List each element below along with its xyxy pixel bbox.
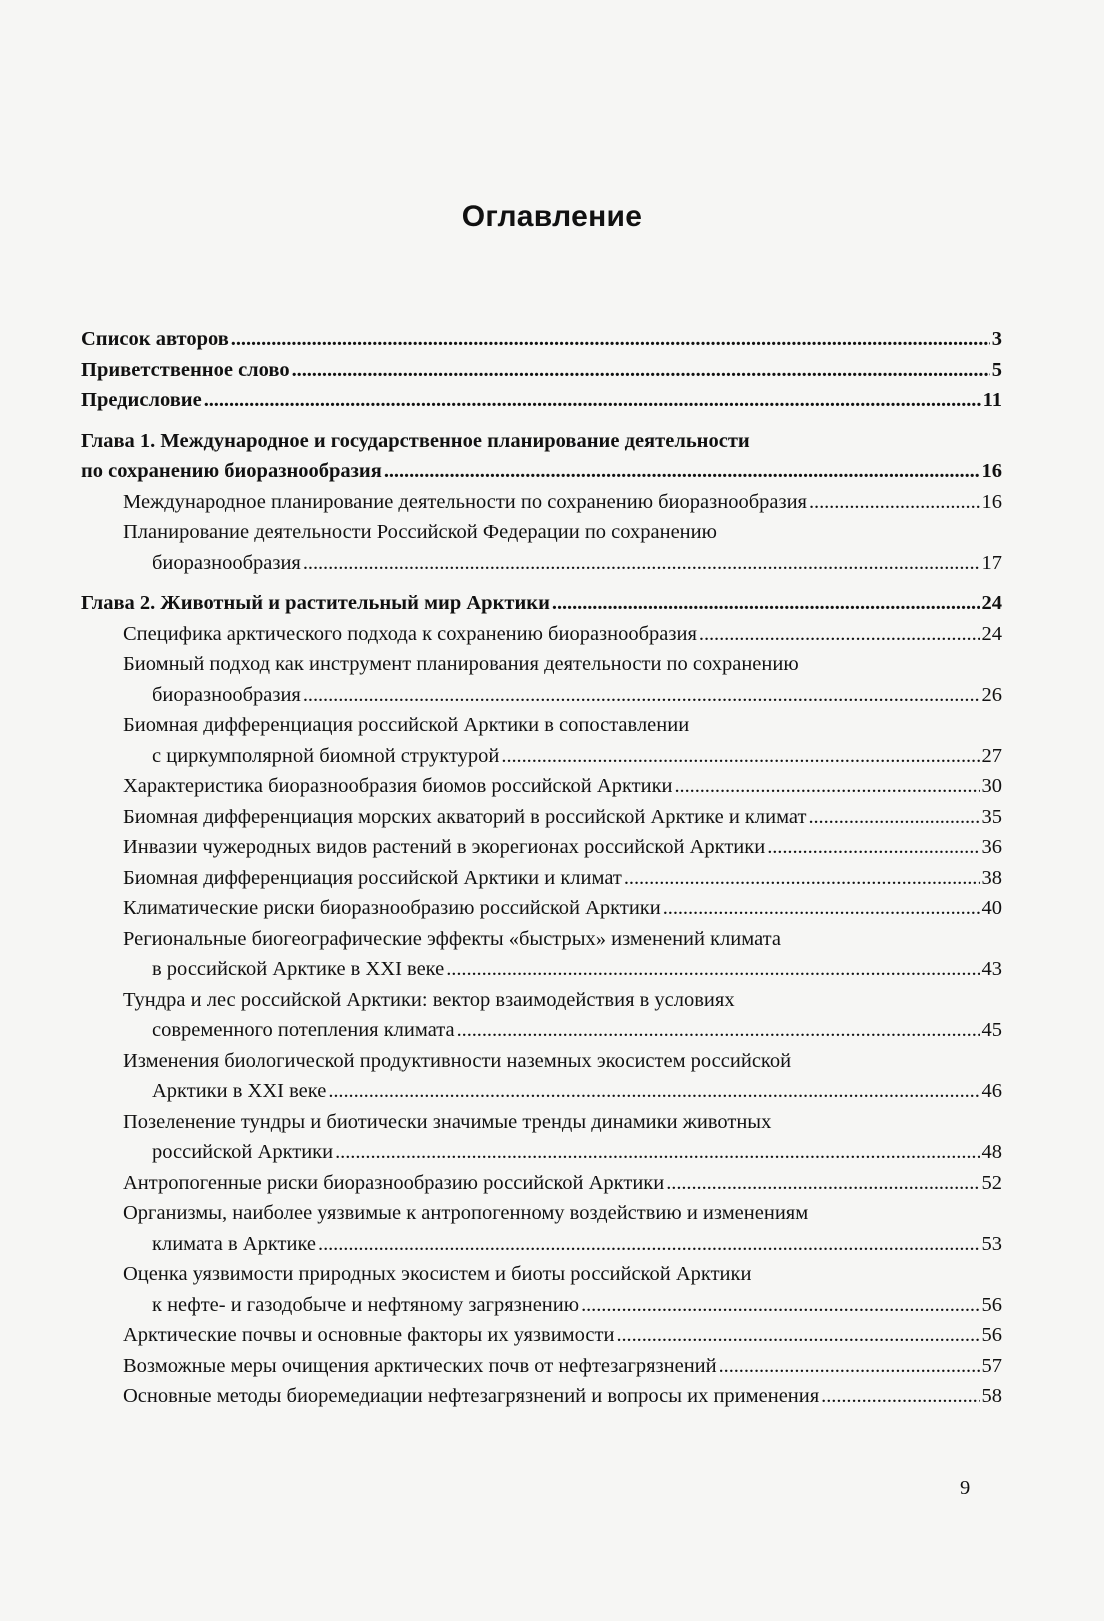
toc-entry-text: Антропогенные риски биоразнообразию российской Арктики [123,1171,665,1194]
dot-leader [699,619,980,650]
toc-page-number: 17 [981,551,1002,574]
toc-line [81,548,1002,579]
dot-leader [675,771,980,802]
toc-section-entry [81,863,1002,894]
toc-page-number: 16 [981,490,1002,513]
toc-page-number: 24 [981,592,1002,614]
toc-entry-text: Возможные меры очищения арктических почв от нефтезагрязнений [123,1354,717,1377]
toc-entry-text: биоразнообразия [152,551,301,574]
toc-section-entry [81,893,1002,924]
toc-entry-text: по сохранению биоразнообразия [81,460,382,482]
toc-entry-text: Предисловие [81,389,202,411]
toc-line [81,741,1002,772]
toc-line [81,456,1002,487]
dot-leader [666,1168,979,1199]
toc-page-number: 56 [981,1324,1002,1346]
toc-chapter-entry [81,385,1002,416]
toc-line [81,426,1002,457]
toc-entry-text: Арктики в XXI веке [152,1080,327,1102]
toc-line [81,1137,1002,1168]
toc-entry-text: Биомная дифференциация российской Арктики и климат [123,866,622,889]
toc-line [81,985,1002,1016]
dot-leader [318,1229,979,1260]
toc-entry-text: Биомный подход как инструмент планирования деятельности по сохранению [123,653,799,675]
toc-chapter-entry [81,355,1002,386]
toc-line [81,619,1002,650]
toc-page-number: 30 [981,775,1002,797]
dot-leader [719,1351,980,1382]
toc-page-number: 43 [981,958,1002,980]
toc-entry-text: Арктические почвы и основные факторы их уязвимости [123,1324,615,1346]
toc-page-number: 53 [981,1232,1002,1255]
toc-line [81,1107,1002,1138]
toc-line [81,649,1002,680]
toc-line [81,588,1002,619]
toc-line [81,1381,1002,1412]
toc-section-entry [81,487,1002,518]
dot-leader [581,1290,979,1321]
toc-section-entry [81,1320,1002,1351]
toc-line [81,1259,1002,1290]
toc-line [81,1168,1002,1199]
toc-entry-text: Региональные биогеографические эффекты «быстрых» изменений климата [123,927,781,950]
toc-section-entry [81,517,1002,578]
toc-entry-text: Биомная дифференциация российской Арктики в сопоставлении [123,714,690,736]
table-of-contents [81,324,1002,1412]
toc-section-entry [81,832,1002,863]
dot-leader [457,1015,980,1046]
dot-leader [663,893,980,924]
toc-page-number: 11 [982,389,1002,411]
toc-entry-text: Климатические риски биоразнообразию российской Арктики [123,897,661,919]
toc-entry-text: современного потепления климата [152,1019,455,1041]
toc-line [81,1198,1002,1229]
dot-leader [303,680,980,711]
dot-leader [808,802,979,833]
toc-line [81,771,1002,802]
dot-leader [231,324,990,355]
dot-leader [384,456,980,487]
toc-line [81,1046,1002,1077]
dot-leader [292,355,990,386]
toc-entry-text: с циркумполярной биомной структурой [152,744,500,767]
toc-page-number: 3 [991,328,1002,350]
toc-entry-text: Глава 1. Международное и государственное планирование деятельности [81,429,750,452]
toc-page-number: 16 [981,460,1002,482]
toc-entry-text: Позеленение тундры и биотически значимые тренды динамики животных [123,1110,772,1133]
toc-page-number: 57 [981,1354,1002,1377]
toc-section-entry [81,924,1002,985]
dot-leader [616,1320,979,1351]
toc-line [81,924,1002,955]
toc-line [81,355,1002,386]
toc-line [81,517,1002,548]
toc-entry-text: Специфика арктического подхода к сохранению биоразнообразия [123,622,697,645]
toc-section-entry [81,771,1002,802]
toc-chapter-entry [81,588,1002,619]
toc-chapter-entry [81,324,1002,355]
toc-entry-text: Оценка уязвимости природных экосистем и биоты российской Арктики [123,1263,752,1285]
toc-entry-text: в российской Арктике в XXI веке [152,958,445,980]
toc-section-entry [81,1351,1002,1382]
toc-page-number: 58 [981,1385,1002,1407]
page-number: 9 [960,1477,971,1499]
toc-entry-text: Основные методы биоремедиации нефтезагрязнений и вопросы их применения [123,1385,820,1407]
toc-line [81,802,1002,833]
toc-entry-text: климата в Арктике [152,1232,317,1255]
toc-page-number: 36 [981,836,1002,858]
toc-line [81,1076,1002,1107]
toc-section-entry [81,802,1002,833]
toc-entry-text: Организмы, наиболее уязвимые к антропогенному воздействию и изменениям [123,1202,809,1224]
toc-entry-text: Изменения биологической продуктивности наземных экосистем российской [123,1049,792,1072]
toc-entry-text: Биомная дифференциация морских акваторий в российской Арктике и климат [123,805,807,828]
dot-leader [552,588,980,619]
toc-line [81,324,1002,355]
dot-leader [501,741,979,772]
toc-line [81,487,1002,518]
toc-page-number: 48 [981,1141,1002,1163]
toc-page-number: 27 [981,744,1002,767]
toc-page-number: 38 [981,866,1002,889]
toc-entry-text: Глава 2. Животный и растительный мир Арктики [81,592,550,614]
toc-section-entry [81,1168,1002,1199]
toc-page-number: 5 [991,358,1002,381]
toc-section-entry [81,1198,1002,1259]
toc-page-number: 24 [981,622,1002,645]
toc-line [81,1351,1002,1382]
toc-entry-text: Характеристика биоразнообразия биомов российской Арктики [123,775,673,797]
toc-entry-text: Тундра и лес российской Арктики: вектор взаимодействия в условиях [123,988,735,1011]
toc-page-number: 46 [981,1080,1002,1102]
toc-page-number: 26 [981,683,1002,706]
toc-line [81,893,1002,924]
dot-leader [446,954,979,985]
toc-section-entry [81,1046,1002,1107]
dot-leader [809,487,980,518]
toc-page-number: 40 [981,897,1002,919]
toc-section-entry [81,1381,1002,1412]
toc-section-entry [81,619,1002,650]
dot-leader [335,1137,979,1168]
toc-page-number: 56 [981,1293,1002,1316]
dot-leader [821,1381,979,1412]
toc-line [81,385,1002,416]
toc-entry-text: к нефте- и газодобыче и нефтяному загрязнению [152,1293,580,1316]
toc-entry-text: Список авторов [81,328,229,350]
dot-leader [624,863,980,894]
toc-entry-text: российской Арктики [152,1141,334,1163]
toc-page-number: 35 [981,805,1002,828]
toc-line [81,832,1002,863]
toc-section-entry [81,985,1002,1046]
toc-chapter-entry [81,426,1002,487]
toc-line [81,863,1002,894]
toc-line [81,1320,1002,1351]
toc-section-entry [81,1107,1002,1168]
toc-section-entry [81,1259,1002,1320]
dot-leader [204,385,981,416]
page-title: Оглавление [461,200,643,233]
toc-page-number: 45 [981,1019,1002,1041]
toc-entry-text: Международное планирование деятельности по сохранению биоразнообразия [123,490,807,513]
toc-entry-text: Инвазии чужеродных видов растений в экорегионах российской Арктики [123,836,766,858]
toc-line [81,1015,1002,1046]
dot-leader [328,1076,979,1107]
toc-line [81,710,1002,741]
toc-section-entry [81,710,1002,771]
toc-entry-text: биоразнообразия [152,683,301,706]
toc-entry-text: Планирование деятельности Российской Федерации по сохранению [123,521,717,543]
toc-line [81,954,1002,985]
toc-line [81,680,1002,711]
toc-entry-text: Приветственное слово [81,358,290,381]
toc-page-number: 52 [981,1171,1002,1194]
dot-leader [303,548,980,579]
toc-line [81,1229,1002,1260]
dot-leader [767,832,979,863]
toc-section-entry [81,649,1002,710]
toc-line [81,1290,1002,1321]
